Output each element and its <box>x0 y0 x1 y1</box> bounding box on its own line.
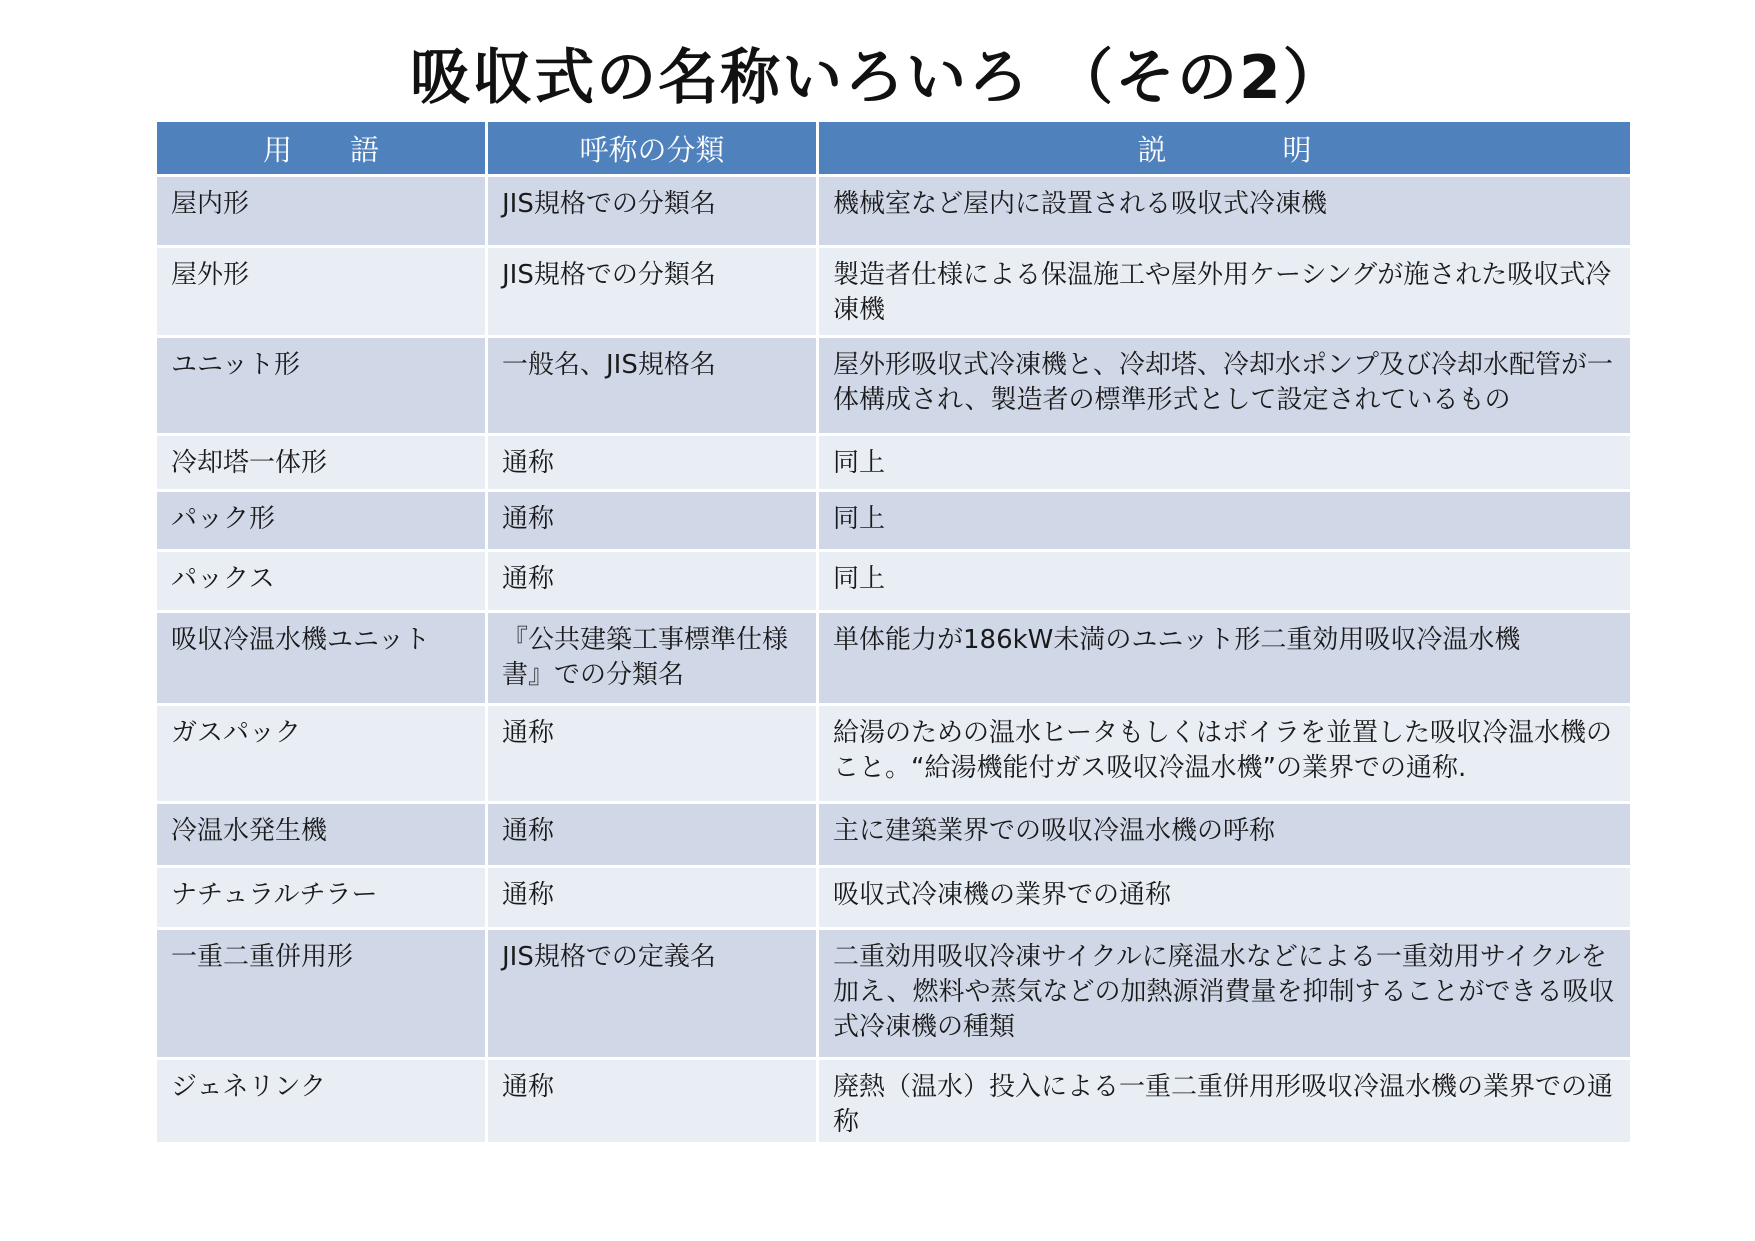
cell-category: 一般名、JIS規格名 <box>488 338 819 436</box>
cell-description: 給湯のための温水ヒータもしくはボイラを並置した吸収冷温水機のこと。“給湯機能付ガス吸収冷温水機”の業界での通称. <box>819 706 1630 804</box>
cell-term: ユニット形 <box>157 338 488 436</box>
cell-category: 通称 <box>488 1060 819 1145</box>
header-category: 呼称の分類 <box>488 122 819 177</box>
table-header-row <box>157 122 1630 177</box>
cell-description: 製造者仕様による保温施工や屋外用ケーシングが施された吸収式冷凍機 <box>819 248 1630 338</box>
cell-term: ナチュラルチラー <box>157 868 488 930</box>
table-row <box>157 613 1630 706</box>
table-row <box>157 248 1630 338</box>
cell-term: パックス <box>157 552 488 613</box>
cell-term: 屋内形 <box>157 177 488 248</box>
cell-category: 『公共建築工事標準仕様書』での分類名 <box>488 613 819 706</box>
cell-description: 主に建築業界での吸収冷温水機の呼称 <box>819 804 1630 868</box>
table-row <box>157 706 1630 804</box>
page-title: 吸収式の名称いろいろ （その2） <box>410 43 1345 113</box>
cell-term: 一重二重併用形 <box>157 930 488 1060</box>
cell-category: 通称 <box>488 868 819 930</box>
cell-term: ガスパック <box>157 706 488 804</box>
cell-category: JIS規格での定義名 <box>488 930 819 1060</box>
cell-description: 廃熱（温水）投入による一重二重併用形吸収冷温水機の業界での通称 <box>819 1060 1630 1145</box>
cell-category: JIS規格での分類名 <box>488 177 819 248</box>
header-term: 用 語 <box>157 122 488 177</box>
table-row <box>157 804 1630 868</box>
cell-term: 吸収冷温水機ユニット <box>157 613 488 706</box>
table-row <box>157 338 1630 436</box>
table-row <box>157 552 1630 613</box>
cell-term: ジェネリンク <box>157 1060 488 1145</box>
table-row <box>157 1060 1630 1145</box>
cell-description: 機械室など屋内に設置される吸収式冷凍機 <box>819 177 1630 248</box>
cell-term: 冷温水発生機 <box>157 804 488 868</box>
cell-description: 二重効用吸収冷凍サイクルに廃温水などによる一重効用サイクルを加え、燃料や蒸気などの加熱源消費量を抑制することができる吸収式冷凍機の種類 <box>819 930 1630 1060</box>
cell-category: JIS規格での分類名 <box>488 248 819 338</box>
cell-category: 通称 <box>488 436 819 492</box>
cell-description: 同上 <box>819 492 1630 552</box>
cell-term: 冷却塔一体形 <box>157 436 488 492</box>
table-row <box>157 930 1630 1060</box>
cell-description: 単体能力が186kW未満のユニット形二重効用吸収冷温水機 <box>819 613 1630 706</box>
table-row <box>157 492 1630 552</box>
header-description: 説 明 <box>819 122 1630 177</box>
cell-term: 屋外形 <box>157 248 488 338</box>
cell-description: 同上 <box>819 552 1630 613</box>
table-row <box>157 868 1630 930</box>
cell-description: 同上 <box>819 436 1630 492</box>
terminology-table <box>157 122 1630 1145</box>
cell-category: 通称 <box>488 552 819 613</box>
cell-description: 屋外形吸収式冷凍機と、冷却塔、冷却水ポンプ及び冷却水配管が一体構成され、製造者の標準形式として設定されているもの <box>819 338 1630 436</box>
cell-category: 通称 <box>488 804 819 868</box>
cell-category: 通称 <box>488 492 819 552</box>
cell-description: 吸収式冷凍機の業界での通称 <box>819 868 1630 930</box>
table-row <box>157 436 1630 492</box>
cell-term: パック形 <box>157 492 488 552</box>
table-row <box>157 177 1630 248</box>
cell-category: 通称 <box>488 706 819 804</box>
